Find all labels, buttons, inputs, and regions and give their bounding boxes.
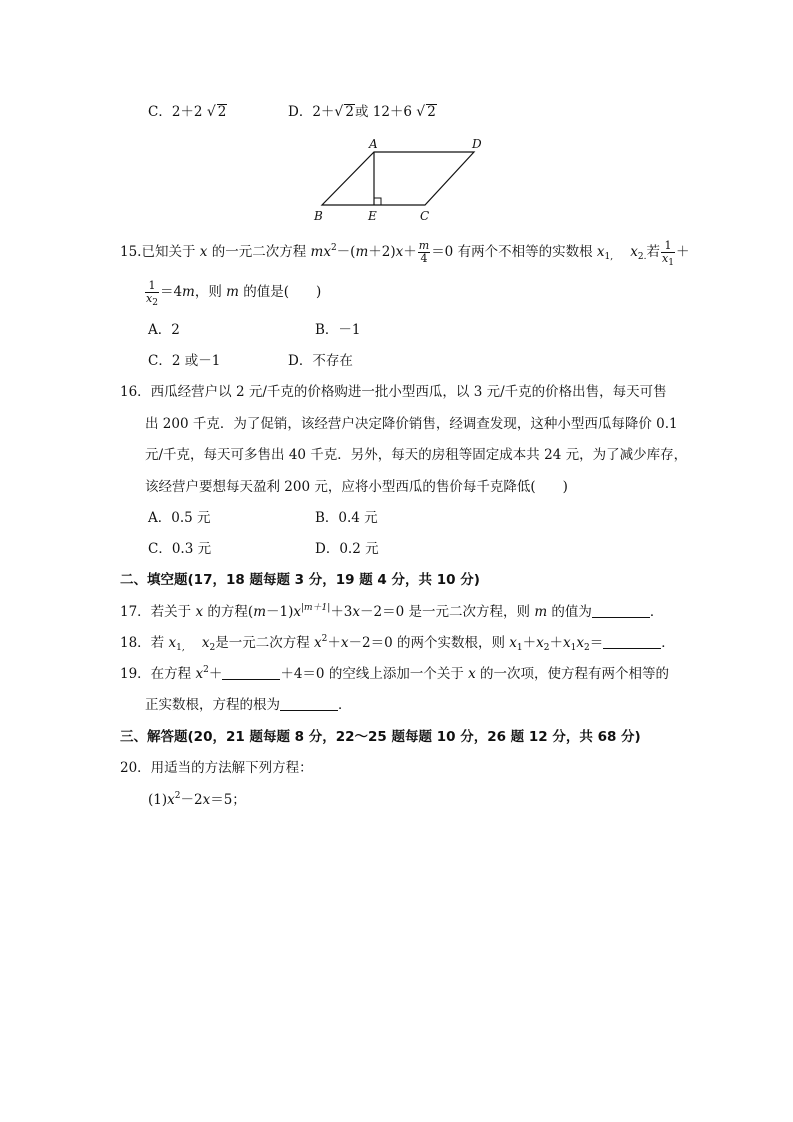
var: x xyxy=(340,635,349,651)
q20-line-1: 20．用适当的方法解下列方程： xyxy=(120,760,313,776)
q15-option-c: C．2 或－1 xyxy=(148,353,221,369)
var: x xyxy=(167,792,175,808)
subscript: 2 xyxy=(209,643,216,653)
text: 的方程( xyxy=(207,604,254,620)
q18 xyxy=(120,633,675,653)
q16-option-c: C．0.3 元 xyxy=(148,541,212,557)
exponent: 2 xyxy=(174,791,181,801)
var: m xyxy=(226,284,239,300)
text: －2＝0 的两个实数根，则 xyxy=(348,635,505,651)
text: 正实数根，方程的根为 xyxy=(145,697,280,713)
text: 的一元二次方程 xyxy=(211,244,307,260)
exponent: 2 xyxy=(203,665,209,675)
var: x xyxy=(195,604,204,620)
text: ＋3 xyxy=(330,604,353,620)
var: x xyxy=(323,244,331,260)
q16-line-4: 该经营户要想每天盈利 200 元，应将小型西瓜的售价每千克降低( ) xyxy=(145,479,568,495)
denominator xyxy=(145,292,159,308)
right-angle-mark xyxy=(374,198,381,205)
q14-option-d xyxy=(288,102,437,122)
sqrt-sign: √ xyxy=(416,104,426,120)
text: ＋ xyxy=(208,666,223,682)
q16-line-1: 16．西瓜经营户以 2 元/千克的价格购进一批小型西瓜，以 3 元/千克的价格出售，每天可售 xyxy=(120,384,667,400)
label-d: D xyxy=(472,137,482,151)
var: x xyxy=(576,635,584,651)
subscript: 2 xyxy=(584,643,590,653)
text: 17．若关于 xyxy=(120,604,192,620)
var: x xyxy=(314,635,322,651)
text: 19．在方程 xyxy=(120,666,192,682)
q15-option-b: B．－1 xyxy=(315,322,361,338)
text: －2 xyxy=(180,792,203,808)
var: x xyxy=(468,666,476,682)
text: ＋2) xyxy=(368,244,396,260)
var: m xyxy=(310,244,324,260)
var: x xyxy=(199,244,208,260)
fraction-1-over-x2 xyxy=(145,279,159,308)
numerator: 1 xyxy=(661,240,675,253)
answer-blank[interactable] xyxy=(280,696,338,711)
q16-line-2: 出 200 千克．为了促销，该经营户决定降价销售，经调查发现，这种小型西瓜每降价 0.1 xyxy=(145,416,678,432)
text: 已知关于 xyxy=(141,244,196,260)
exponent: |m＋1| xyxy=(300,603,331,613)
numerator: 1 xyxy=(145,280,159,293)
fraction-m-over-4 xyxy=(418,240,430,265)
fraction-1-over-x1 xyxy=(661,239,675,268)
denominator xyxy=(661,252,675,268)
var: x xyxy=(661,252,669,265)
question-number: 15. xyxy=(120,244,142,260)
q16-line-3: 元/千克，每天可多售出 40 千克．另外，每天的房租等固定成本共 24 元，为了减少库存， xyxy=(145,447,688,463)
label-a: A xyxy=(369,137,378,151)
q19-line-2 xyxy=(145,695,352,715)
text: ＝ xyxy=(589,635,604,651)
option-text: 或 12＋6 xyxy=(354,104,412,120)
text: ＋ xyxy=(522,635,537,651)
var: x xyxy=(146,292,153,305)
var: m xyxy=(534,604,548,620)
option-label: C． xyxy=(148,104,172,120)
var: x xyxy=(596,244,605,260)
answer-blank[interactable] xyxy=(222,665,280,680)
subscript: 1 xyxy=(570,643,577,653)
label-c: C xyxy=(420,209,430,223)
var: x xyxy=(293,604,301,620)
text: ＋ xyxy=(675,244,690,260)
denominator: 4 xyxy=(420,252,428,265)
parallelogram-shape xyxy=(322,152,474,205)
q15-line-1 xyxy=(120,239,690,268)
text: 的值为 xyxy=(551,604,592,620)
text: －1) xyxy=(266,604,294,620)
option-text: 2＋2 xyxy=(171,104,203,120)
label-b: B xyxy=(314,209,323,223)
q15-line-2 xyxy=(144,279,322,308)
option-text: 2＋ xyxy=(312,104,335,120)
text: ＝5； xyxy=(210,792,246,808)
answer-blank[interactable] xyxy=(592,603,650,618)
subscript: 2 xyxy=(543,643,550,653)
q16-option-a: A．0.5 元 xyxy=(148,510,211,526)
text: ＋ xyxy=(403,244,417,260)
text: ． xyxy=(661,635,675,651)
text: ． xyxy=(338,697,352,713)
subscript: 2. xyxy=(637,252,647,262)
option-label: D． xyxy=(288,104,313,120)
text: ＝0 有两个不相等的实数根 xyxy=(431,244,593,260)
subscript: 1 xyxy=(668,258,674,268)
answer-blank[interactable] xyxy=(603,634,661,649)
var: x xyxy=(395,244,404,260)
text: 的值是( ) xyxy=(243,284,322,300)
radicand: 2 xyxy=(217,104,227,120)
radicand: 2 xyxy=(427,104,436,120)
numerator: m xyxy=(418,239,430,252)
text: －( xyxy=(336,244,356,260)
text: 若 xyxy=(646,244,660,260)
exponent: 2 xyxy=(330,243,337,253)
var: x xyxy=(509,635,517,651)
text: ＝4 xyxy=(159,284,183,300)
text: ． xyxy=(649,604,664,620)
sqrt-sign: √ xyxy=(206,104,216,120)
text: ＋4＝0 的空线上添加一个关于 xyxy=(280,666,464,682)
subscript: 1, xyxy=(604,252,614,262)
var: x xyxy=(536,635,544,651)
var: x xyxy=(630,244,638,260)
var: m xyxy=(355,244,369,260)
var: m xyxy=(253,604,266,620)
text: 是一元二次方程 xyxy=(215,635,310,651)
text: ＋ xyxy=(549,635,564,651)
q16-option-d: D．0.2 元 xyxy=(315,541,379,557)
subscript: 1, xyxy=(176,643,185,653)
var: x xyxy=(201,635,210,651)
q16-option-b: B．0.4 元 xyxy=(315,510,378,526)
text: ，则 xyxy=(194,284,222,300)
section-2-title: 二、填空题(17，18 题每题 3 分，19 题 4 分，共 10 分) xyxy=(120,572,480,588)
text: 的一次项，使方程有两个相等的 xyxy=(480,666,670,682)
q15-option-d: D．不存在 xyxy=(288,353,353,369)
subscript: 1 xyxy=(516,643,523,653)
var: x xyxy=(168,635,177,651)
var: x xyxy=(563,635,571,651)
label-e: E xyxy=(368,209,377,223)
section-3-title: 三、解答题(20，21 题每题 8 分，22～25 题每题 10 分，26 题 12 分，共 68 分) xyxy=(120,729,641,745)
q15-option-a: A．2 xyxy=(148,322,180,338)
text: ＋ xyxy=(327,635,341,651)
q14-option-c xyxy=(148,102,227,122)
exponent: 2 xyxy=(321,634,328,644)
radicand: 2 xyxy=(345,104,354,120)
q20-sub-1 xyxy=(148,790,246,810)
q19-line-1 xyxy=(120,664,669,684)
q17 xyxy=(120,602,663,622)
var: x xyxy=(202,792,211,808)
parallelogram-figure xyxy=(300,132,500,228)
sqrt-sign: √ xyxy=(334,104,344,120)
var: x xyxy=(352,604,361,620)
text: －2＝0 是一元二次方程，则 xyxy=(360,604,531,620)
var: m xyxy=(182,284,195,300)
text: (1) xyxy=(148,792,168,808)
var: x xyxy=(195,666,204,682)
text: 18．若 xyxy=(120,635,165,651)
subscript: 2 xyxy=(152,298,158,308)
